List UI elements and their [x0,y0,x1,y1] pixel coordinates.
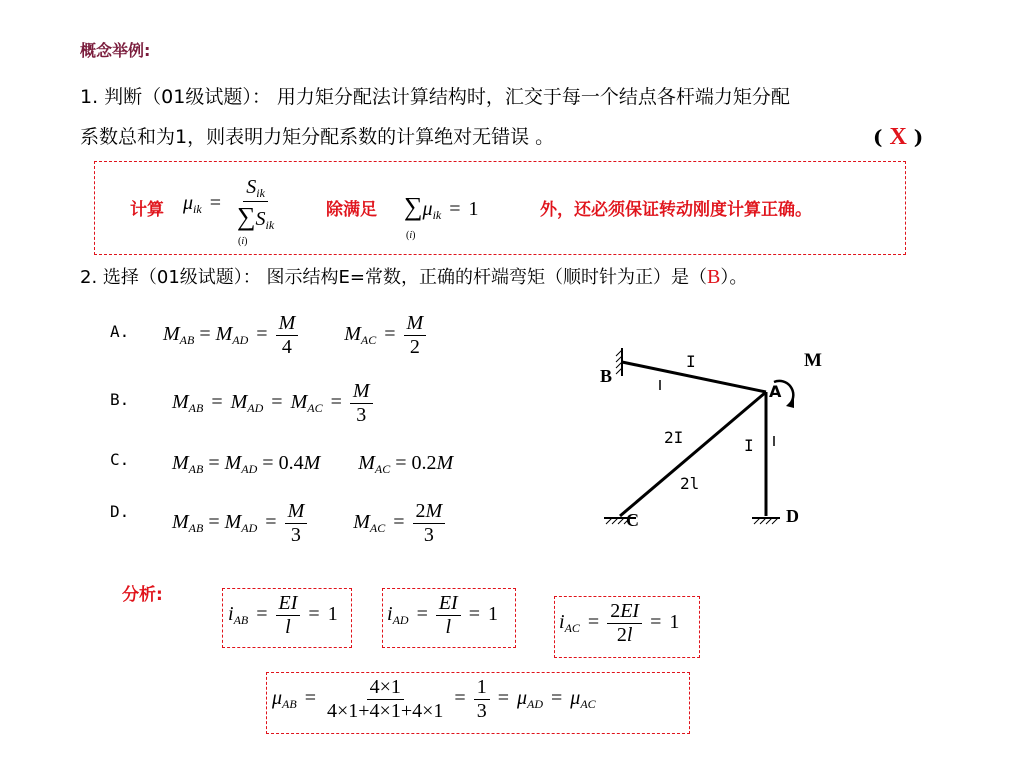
member-ab-stiffness: I [686,352,696,371]
formula-iad: $i_{AD}$ = $\frac{EI}{l}$ = 1 [387,592,499,638]
explanation-pre: 计算 [130,200,164,220]
option-c-formula: $M_{AB} = M_{AD} = 0.4M$ $M_{AC} = 0.2M$ [172,452,454,476]
question-2-text [80,266,747,289]
question-2-answer: B [706,266,721,288]
member-ac-stiffness: 2I [664,428,684,447]
formula-distribution-coefficient: $\mu_{ik}$ = $S_{ik}$ $\sum S_{ik}$ (i) [183,176,275,247]
analysis-label: 分析: [122,585,163,605]
answer-close-paren: ) [913,125,924,149]
answer-open-paren: ( [873,125,883,149]
option-b-label: B. [110,390,130,409]
node-a-label: A [769,382,782,401]
question-1-line-2: 系数总和为1，则表明力矩分配系数的计算绝对无错误 。 [80,126,555,148]
explanation-mid: 除满足 [326,200,377,220]
explanation-post: 外，还必须保证转动刚度计算正确。 [540,200,812,220]
option-d-label: D. [110,502,130,521]
formula-sum-condition: ∑ (i) $\mu_{ik} = 1$ [404,192,479,241]
option-c-label: C. [110,450,130,469]
member-ad-stiffness: I [744,436,754,455]
section-heading: 概念举例: [80,41,151,60]
formula-distribution-result: $\mu_{AB}$ = $\frac{4\times 1}{4\times 1+4\times 1+4\times 1}$ = $\frac{1}{3}$ = $\mu_{AD} = \mu_{AC}$ [272,676,596,722]
option-b-formula: $M_{AB} = M_{AD} = M_{AC}$ = $\frac{M}{3}$ [172,380,373,427]
moment-arrowhead-icon [786,398,794,408]
applied-moment-label: M [804,350,822,371]
question-1-answer-bracket [873,124,923,151]
node-b-label: B [600,366,613,386]
option-a-label: A. [110,322,130,341]
member-ac-length: 2l [680,474,700,493]
question-1-line-1: 1. 判断（01级试题）： 用力矩分配法计算结构时，汇交于每一个结点各杆端力矩分配 [80,86,790,108]
node-c-label: C [626,510,639,530]
formula-iac: $i_{AC}$ = $\frac{2EI}{2l}$ = 1 [559,600,680,646]
question-2-prompt: 2. 选择（01级试题）： 图示结构E=常数，正确的杆端弯矩（顺时针为正）是（ [80,267,707,288]
option-d-formula: $M_{AB} = M_{AD}$ = $\frac{M}{3}$ $M_{AC}$ = $\frac{2M}{3}$ [172,500,445,547]
question-1-answer: X [889,124,907,150]
node-d-label: D [786,506,799,526]
option-a-formula: $M_{AB} = M_{AD}$ = $\frac{M}{4}$ $M_{AC}$ = $\frac{M}{2}$ [163,312,426,359]
question-2-close: ）。 [720,267,748,288]
formula-iab: $i_{AB}$ = $\frac{EI}{l}$ = 1 [228,592,338,638]
